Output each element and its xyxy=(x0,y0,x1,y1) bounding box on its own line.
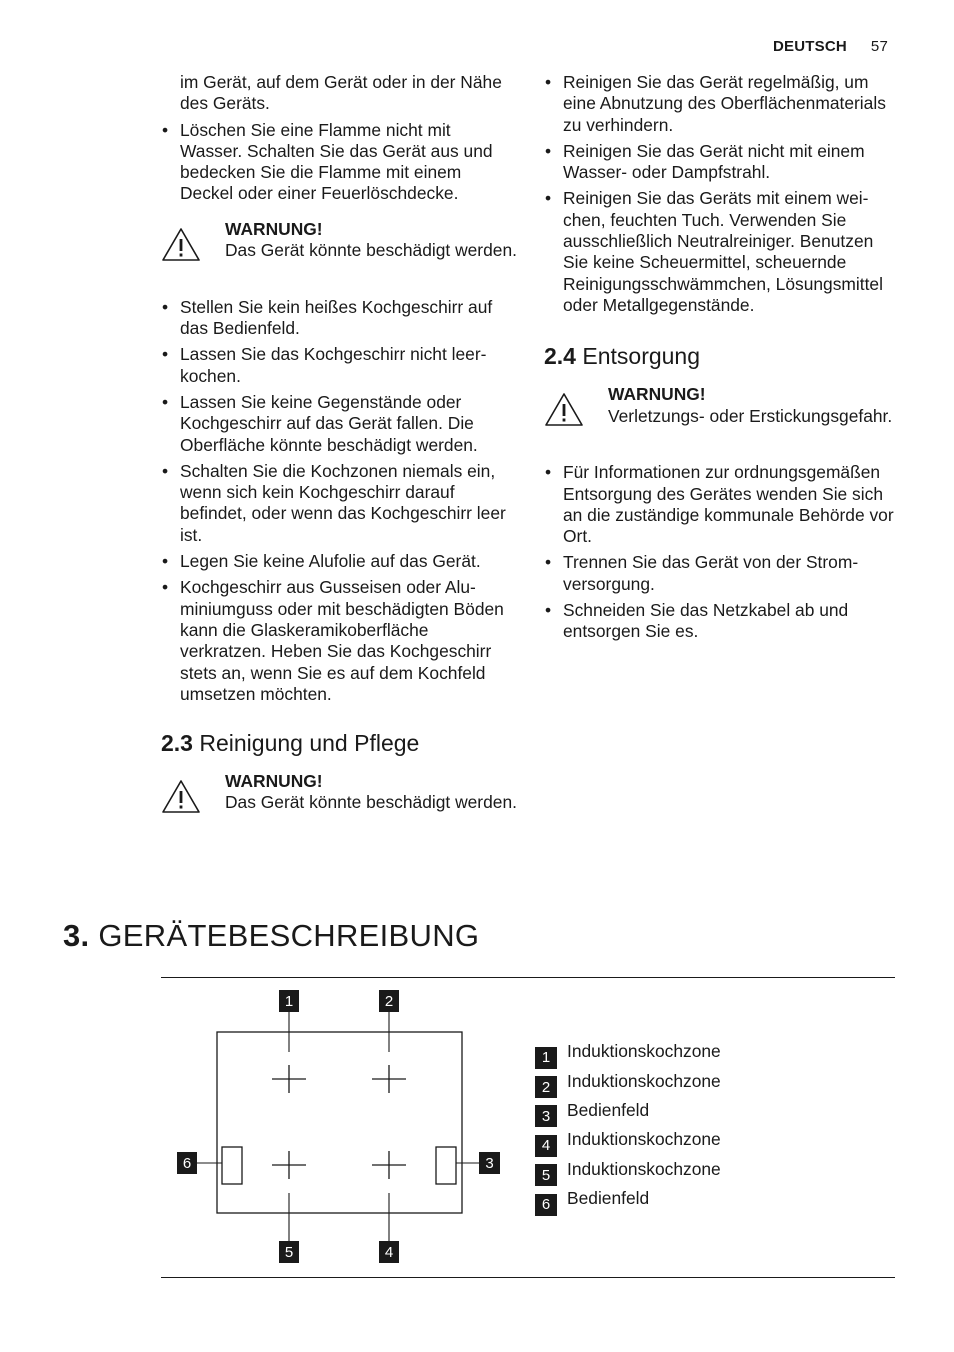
list-item: • Löschen Sie eine Flamme nicht mit Wasser. Schalten Sie das Gerät aus und bedecken Sie die Flamme mit einem Deckel oder einer Feuerlöschdecke. xyxy=(161,120,517,205)
warning-triangle-icon xyxy=(544,392,584,428)
svg-text:3: 3 xyxy=(485,1155,494,1172)
bullet-list xyxy=(161,120,517,205)
warning-text: Das Gerät könnte beschädigt werden. xyxy=(225,240,517,261)
callout-1 xyxy=(279,990,299,1012)
svg-text:4: 4 xyxy=(384,1244,394,1261)
legend-label: Induktionskochzone xyxy=(567,1129,721,1150)
cooking-zone-2-marker xyxy=(372,1065,406,1093)
callout-6 xyxy=(177,1152,197,1174)
control-panel-left xyxy=(222,1147,242,1184)
section-heading xyxy=(544,342,900,370)
bullet-list xyxy=(544,462,900,642)
hob-diagram xyxy=(160,985,520,1275)
diagram-legend xyxy=(535,1040,721,1216)
hob-outline xyxy=(217,1032,462,1213)
bullet-list xyxy=(544,72,900,316)
legend-item xyxy=(535,1187,721,1216)
legend-label: Bedienfeld xyxy=(567,1188,650,1209)
warning-triangle-icon xyxy=(161,779,201,815)
left-column xyxy=(161,72,517,849)
header-section: DEUTSCH xyxy=(773,38,847,55)
legend-number: 5 xyxy=(535,1164,557,1186)
section-heading xyxy=(161,729,517,757)
list-item: • Für Informationen zur ordnungsgemäßen Entsorgung des Gerätes wenden Sie sich an die zuständige kommunale Behörde vor Ort. xyxy=(544,462,900,547)
warning-title: WARNUNG! xyxy=(225,771,323,792)
section-title: Reinigung und Pflege xyxy=(199,730,420,757)
legend-item xyxy=(535,1069,721,1098)
legend-label: Bedienfeld xyxy=(567,1099,650,1120)
chapter-heading xyxy=(63,918,479,954)
list-item: • Trennen Sie das Gerät von der Stromversorgung. xyxy=(544,552,900,595)
list-item: • Lassen Sie keine Gegenstände oder Kochgeschirr auf das Gerät fallen. Die Oberfläche könnte beschädigt werden. xyxy=(161,392,517,456)
list-item: • Reinigen Sie das Gerät nicht mit einem Wasser- oder Dampfstrahl. xyxy=(544,141,900,184)
bullet-list xyxy=(161,297,517,705)
svg-text:2: 2 xyxy=(384,993,394,1010)
intro-continuation: im Gerät, auf dem Gerät oder in der Nähe des Geräts. xyxy=(180,72,502,114)
list-item: • Schneiden Sie das Netzkabel ab und entsorgen Sie es. xyxy=(544,600,900,643)
callout-3 xyxy=(479,1152,500,1174)
warning-text: Verletzungs- oder Erstickungsgefahr. xyxy=(608,405,893,426)
warning-box xyxy=(161,771,517,831)
callout-4 xyxy=(379,1241,399,1263)
warning-triangle-icon xyxy=(161,227,201,263)
cooking-zone-4-marker xyxy=(372,1151,406,1179)
chapter-title: GERÄTEBESCHREIBUNG xyxy=(98,918,480,953)
page-number: 57 xyxy=(870,38,888,55)
svg-text:5: 5 xyxy=(284,1244,294,1261)
list-item: • Lassen Sie das Kochgeschirr nicht leerkochen. xyxy=(161,344,517,387)
legend-item xyxy=(535,1128,721,1157)
legend-number: 2 xyxy=(535,1076,557,1098)
legend-item xyxy=(535,1158,721,1187)
section-number: 2.4 xyxy=(544,343,576,370)
warning-text: Das Gerät könnte beschädigt werden. xyxy=(225,792,517,813)
list-item: • Stellen Sie kein heißes Kochgeschirr auf das Bedienfeld. xyxy=(161,297,517,340)
list-item: • Legen Sie keine Alufolie auf das Gerät. xyxy=(161,551,517,572)
callout-5 xyxy=(279,1241,299,1263)
cooking-zone-1-marker xyxy=(272,1065,306,1093)
list-item: • Schalten Sie die Kochzonen niemals ein, wenn sich kein Kochgeschirr darauf befindet, oder wenn das Kochgeschirr leer ist. xyxy=(161,461,517,546)
legend-label: Induktionskochzone xyxy=(567,1041,721,1062)
right-column xyxy=(544,72,900,648)
warning-box xyxy=(544,384,900,444)
legend-number: 3 xyxy=(535,1105,557,1127)
list-item: • Reinigen Sie das Gerät regelmäßig, um eine Abnutzung des Oberflächenmaterials zu verhindern. xyxy=(544,72,900,136)
legend-number: 6 xyxy=(535,1194,557,1216)
svg-text:6: 6 xyxy=(182,1155,192,1172)
legend-label: Induktionskochzone xyxy=(567,1158,721,1179)
legend-label: Induktionskochzone xyxy=(567,1070,721,1091)
control-panel-right xyxy=(436,1147,456,1184)
chapter-number: 3. xyxy=(63,918,90,953)
legend-item xyxy=(535,1040,721,1069)
warning-title: WARNUNG! xyxy=(608,384,706,405)
warning-title: WARNUNG! xyxy=(225,218,323,239)
top-rule xyxy=(161,977,895,978)
warning-box xyxy=(161,219,517,279)
legend-item xyxy=(535,1099,721,1128)
page-header xyxy=(773,38,888,55)
list-item: • Kochgeschirr aus Gusseisen oder Aluminiumguss oder mit beschädigten Böden kann die Glaskeramikoberfläche verkratzen. Heben Sie das Kochgeschirr stets an, wenn Sie es auf dem Kochfeld umsetzen möchten. xyxy=(161,577,517,705)
section-number: 2.3 xyxy=(161,730,193,757)
legend-number: 4 xyxy=(535,1135,557,1157)
cooking-zone-5-marker xyxy=(272,1151,306,1179)
svg-text:1: 1 xyxy=(284,993,294,1010)
callout-2 xyxy=(379,990,399,1012)
bottom-rule xyxy=(161,1277,895,1278)
legend-number: 1 xyxy=(535,1047,557,1069)
list-item: • Reinigen Sie das Geräts mit einem weichen, feuchten Tuch. Verwenden Sie ausschließlich Neutralreiniger. Benutzen Sie keine Scheuermittel, scheuernde Reinigungsschwämmchen, Lösungsmittel oder Metallgegenstände. xyxy=(544,188,900,316)
section-title: Entsorgung xyxy=(582,343,701,370)
callout-leader-lines xyxy=(197,1012,479,1241)
